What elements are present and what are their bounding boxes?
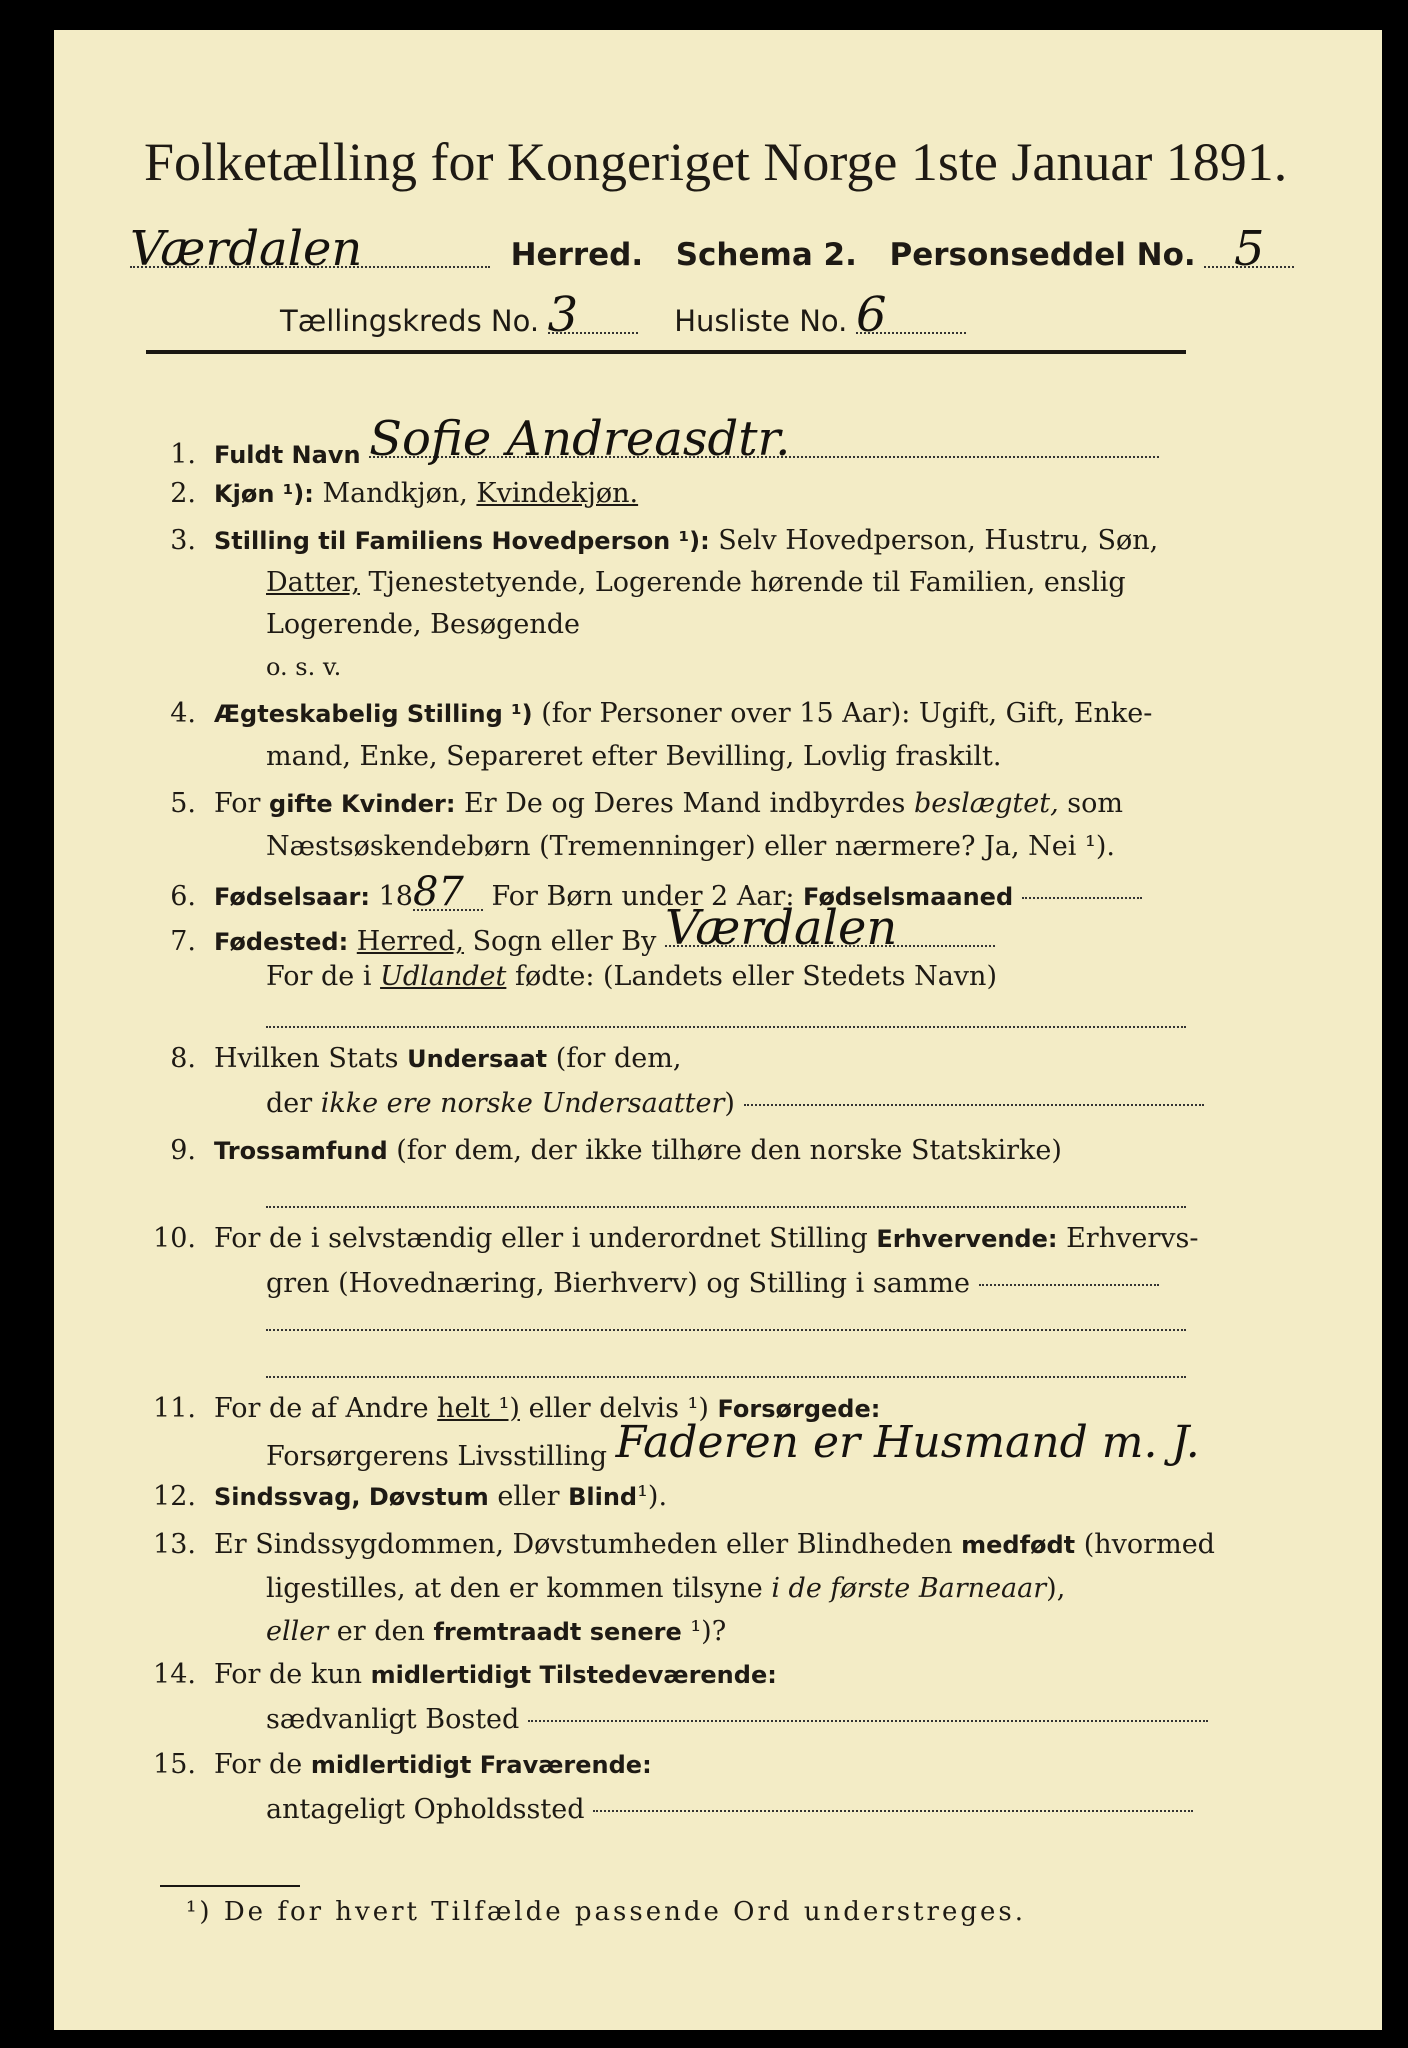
item-13-italic: i de første Barneaar [771,1573,1047,1604]
husliste-label: Husliste No. [674,304,848,338]
item-8-text: (for dem, [555,1043,682,1074]
item-13-line2 [266,1572,1065,1606]
undersaat-label: Undersaat [407,1045,548,1073]
item-14 [134,1658,777,1692]
item-5-pre: For [214,788,261,819]
forsorgede-label: Forsørgede: [717,1395,881,1423]
erhverv-blank-1 [979,1283,1159,1286]
fodselsaar-label: Fødselsaar: [214,883,370,911]
fodested-herred: Herred, [356,926,464,957]
item-9-text: (for dem, der ikke tilhøre den norske Statskirke) [396,1135,1062,1166]
erhverv-blank-2 [266,1328,1186,1331]
item-8 [134,1042,681,1076]
item-14-pre: For de kun [214,1659,362,1690]
item-10 [134,1222,1198,1256]
schema-label: Schema 2. [675,237,857,273]
stilling-option-datter: Datter, [266,567,360,598]
item-number: 3. [170,525,196,556]
kjon-option-male: Mandkjøn, [322,478,468,509]
opholdssted-blank [593,1809,1193,1812]
item-5-text-end: som [1067,788,1123,819]
item-number: 9. [170,1135,196,1166]
item-3 [134,524,1158,558]
husliste-value: 6 [856,298,966,334]
item-13 [134,1528,1215,1562]
item-number: 11. [153,1393,196,1424]
form-title: Folketælling for Kongeriget Norge 1ste Januar 1891. [144,132,1288,192]
item-5-line2: Næstsøskendebørn (Tremenninger) eller nærmere? Ja, Nei ¹). [266,831,1115,862]
item-7-udlandet: Udlandet [380,961,507,992]
bosted-blank [528,1719,1208,1722]
item-number: 14. [153,1659,196,1690]
item-13-text2b: ), [1046,1573,1066,1604]
item-6 [134,869,1142,915]
item-4 [134,697,1152,731]
herred-line [130,221,1294,277]
item-5-text: Er De og Deres Mand indbyrdes [464,788,906,819]
item-8-text2a: der [266,1088,313,1119]
item-5 [134,787,1123,821]
item-15-pre: For de [214,1749,303,1780]
item-8-text2b: ) [724,1088,735,1119]
footnote: ¹) De for hvert Tilfælde passende Ord understreges. [186,1897,1027,1927]
medfodt-label: medfødt [961,1531,1076,1559]
taellingskreds-line [280,287,966,343]
item-10-text: For de i selvstændig eller i underordnet Stilling [214,1223,868,1254]
herred-value: Værdalen [130,232,490,268]
fremtraadt-label: fremtraadt senere [433,1618,682,1646]
item-number: 7. [170,926,196,957]
fodested-label: Fødested: [214,928,349,956]
item-number: 13. [153,1529,196,1560]
undersaat-blank [744,1103,1204,1106]
item-13-text: Er Sindssygdommen, Døvstumheden eller Blindheden [214,1529,953,1560]
item-number: 5. [170,788,196,819]
item-number: 4. [170,698,196,729]
item-7-line2 [266,960,997,994]
item-7-text2b: fødte: (Landets eller Stedets Navn) [514,961,997,992]
item-11-text: For de af Andre [214,1393,429,1424]
item-3-line3: Logerende, Besøgende [266,609,580,640]
kjon-option-female: Kvindekjøn. [476,478,639,509]
item-15 [134,1748,652,1782]
item-11-text2: Forsørgerens Livsstilling [266,1441,608,1472]
item-15-line2 [266,1793,1193,1827]
sindssvag-label: Sindssvag, Døvstum [214,1483,489,1511]
item-12 [134,1480,667,1514]
item-number: 10. [153,1223,196,1254]
item-5-italic: beslægtet, [913,788,1059,819]
item-10-line2 [266,1267,1159,1301]
item-13-eller: eller [266,1616,329,1647]
fodselsaar-prefix: 18 [378,881,413,912]
item-number: 6. [170,881,196,912]
fodselsmaaned-label: Fødselsmaaned [803,883,1014,911]
item-13-text3: er den [336,1616,425,1647]
blind-label: Blind [568,1483,638,1511]
census-form-sheet [54,30,1382,2030]
item-7-blank [266,1025,1186,1028]
item-13-text-end: (hvormed [1083,1529,1215,1560]
stilling-text: Tjenestetyende, Logerende hørende til Familien, enslig [368,567,1126,598]
kjon-label: Kjøn ¹): [214,480,314,508]
item-8-line2 [266,1087,1204,1121]
forsorger-value: Faderen er Husmand m. J. [615,1417,1200,1468]
full-name-value: Sofie Andreasdtr. [369,422,1159,458]
personseddel-value: 5 [1204,232,1294,268]
fodselsaar-value: 87 [413,875,483,911]
item-10-text-end: Erhvervs- [1066,1223,1199,1254]
item-8-pre: Hvilken Stats [214,1043,399,1074]
trossamfund-label: Trossamfund [214,1137,388,1165]
stilling-text: Selv Hovedperson, Hustru, Søn, [718,525,1159,556]
item-3-line4: o. s. v. [266,653,342,681]
taellingskreds-value: 3 [548,298,638,334]
item-1 [134,411,1159,472]
item-3-line2 [266,566,1126,600]
full-name-label: Fuldt Navn [214,441,361,469]
item-12-end: ¹). [637,1481,668,1512]
item-11-text-b: eller delvis ¹) [528,1393,709,1424]
item-15-text2: antageligt Opholdssted [266,1794,585,1825]
footnote-rule [160,1885,300,1887]
item-9 [134,1134,1062,1168]
herred-label: Herred. [510,237,644,273]
header-rule [146,350,1186,354]
item-11-helt: helt ¹) [437,1393,520,1424]
item-14-line2 [266,1703,1208,1737]
item-number: 1. [170,439,196,470]
item-11-line2 [266,1417,1200,1474]
aegteskab-label: Ægteskabelig Stilling ¹) [214,700,533,728]
tilstedevaerende-label: midlertidigt Tilstedeværende: [370,1661,777,1689]
fodselsmaaned-blank [1022,896,1142,899]
erhverv-blank-3 [266,1375,1186,1378]
item-14-text2: sædvanligt Bosted [266,1704,520,1735]
item-number: 12. [153,1481,196,1512]
item-6-text: For Børn under 2 Aar: [491,881,795,912]
item-7 [134,900,995,959]
erhvervende-label: Erhvervende: [876,1225,1058,1253]
item-7-text: Sogn eller By [472,926,657,957]
item-number: 2. [170,478,196,509]
taellingskreds-label: Tællingskreds No. [280,304,540,338]
item-8-italic: ikke ere norske Undersaatter [320,1088,725,1119]
item-10-text2: gren (Hovednæring, Bierhverv) og Stilling i samme [266,1268,971,1299]
item-13-text2a: ligestilles, at den er kommen tilsyne [266,1573,763,1604]
gifte-kvinder-label: gifte Kvinder: [269,790,456,818]
item-12-text: eller [497,1481,560,1512]
fravaerende-label: midlertidigt Fraværende: [310,1751,652,1779]
fodested-value: Værdalen [665,911,995,947]
stilling-label: Stilling til Familiens Hovedperson ¹): [214,527,710,555]
item-7-text2a: For de i [266,961,372,992]
item-number: 15. [153,1749,196,1780]
personseddel-label: Personseddel No. [889,237,1196,273]
item-4-line2: mand, Enke, Separeret efter Bevilling, Lovlig fraskilt. [266,741,1002,772]
aegteskab-text: (for Personer over 15 Aar): Ugift, Gift, Enke- [541,698,1153,729]
item-number: 8. [170,1043,196,1074]
item-13-line3 [266,1615,726,1649]
item-13-end: ¹)? [690,1616,727,1647]
item-2 [134,477,638,511]
trossamfund-blank [266,1205,1186,1208]
